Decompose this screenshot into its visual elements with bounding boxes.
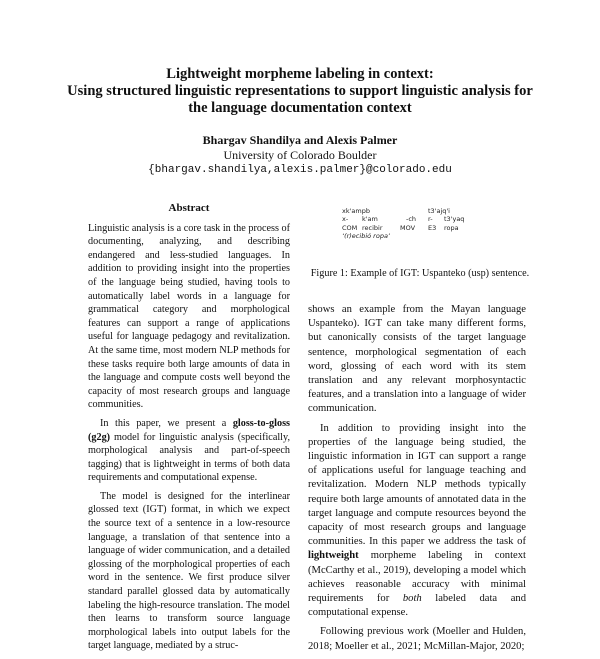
igt-gloss-4: E3	[428, 223, 437, 232]
abstract-paragraph-2	[88, 417, 290, 485]
paper-title	[40, 66, 560, 117]
igt-morph-3: -ch	[406, 215, 417, 224]
author-block	[60, 133, 540, 178]
igt-gloss-1: COM	[342, 223, 358, 232]
igt-row-words	[340, 207, 490, 215]
body-paragraph-1: shows an example from the Mayan language Uspanteko). IGT can take many different forms, but canonically consists of the target language sentence, morphological segmentation of each word, glossing of each word with its stem translation and any relevant morphosyntactic features, and a translation into a language of wider communication.	[308, 304, 526, 415]
author-names: Bhargav Shandilya and Alexis Palmer	[202, 133, 398, 147]
igt-morph-4: r-	[428, 215, 433, 224]
abstract-heading: Abstract	[168, 202, 210, 214]
igt-word-1: xk'ampb	[342, 207, 370, 215]
author-email: {bhargav.shandilya,alexis.palmer}@colorado.edu	[148, 164, 452, 176]
body-p2-mid: morpheme labeling in context (McCarthy et al., 2019), developing a model which achieves reasonable accuracy with minimal requirements for	[308, 550, 526, 605]
abstract-paragraph-3: The model is designed for the interlinear glossed text (IGT) format, in which we expect the source text of a sentence in a low-resource language, a translation of that sentence into a language of wider communication, and a detailed glossing of the morphological properties of each word in the sentence. We first produce silver standard parallel glossed data by automatically labeling the high-resource translation. The model then learns to transform source language morphological labels into output labels for the target language, mediated by a struc-	[88, 490, 290, 652]
igt-translation: ‘(r)ecibió ropa’	[342, 232, 390, 241]
igt-row-translation	[340, 232, 490, 240]
title-line-3: the language documentation context	[188, 100, 412, 116]
title-line-2: Using structured linguistic representations to support linguistic analysis for	[67, 83, 533, 99]
body-p2-pre: In addition to providing insight into the properties of the language being studied, the linguistic information in IGT can support a range of applications useful for language teaching and revitalization. Modern NLP methods typically require both large amounts of annotated data in the target language and compute resources beyond the capacity of most research groups and language communities. In this paper we address the task of	[308, 422, 526, 548]
body-p2-italic: both	[402, 593, 422, 605]
abstract-paragraph-1: Linguistic analysis is a core task in the process of documenting, analyzing, and describing endangered and less-studied languages. In addition to providing insight into the properties of the language being studied, having tools to automatically label words in a language for grammatical category and morphological features can support a range of applications useful for language pedagogy and revitalization. At the same time, most modern NLP methods for these tasks require both large amounts of data in the language and compute costs well beyond the capacity of most research groups and language communities.	[88, 222, 290, 411]
igt-gloss-3: MOV	[400, 223, 416, 232]
igt-gloss-5: ropa	[444, 223, 459, 232]
igt-morph-2: k'am	[362, 215, 378, 224]
igt-gloss-2: recibir	[362, 223, 383, 232]
igt-morph-5: t3'yaq	[444, 215, 465, 224]
affiliation: University of Colorado Boulder	[223, 148, 377, 162]
body-p2-post: labeled data and computational expense.	[308, 593, 526, 619]
title-line-1: Lightweight morpheme labeling in context:	[166, 66, 434, 82]
body-paragraph-3: Following previous work (Moeller and Hulden, 2018; Moeller et al., 2021; McMillan-Major, 2020;	[308, 626, 526, 652]
igt-row-glosses	[340, 224, 490, 232]
figure-caption: Figure 1: Example of IGT: Uspanteko (usp) sentence.	[310, 268, 530, 279]
abstract-p2-pre: In this paper, we present a	[100, 417, 233, 429]
left-column	[88, 202, 290, 658]
right-column	[308, 303, 526, 659]
igt-morph-1: x-	[342, 215, 349, 224]
abstract-p2-post: model for linguistic analysis (specifically, morphological analysis and part-of-speech tagging) that is lightweight in terms of both data requirements and computational expense.	[88, 431, 290, 484]
igt-row-morphemes	[340, 215, 490, 223]
abstract-p2-bold: gloss-to-gloss (g2g)	[88, 417, 290, 443]
body-p2-bold: lightweight	[308, 550, 359, 562]
body-paragraph-2	[308, 422, 526, 621]
igt-figure	[340, 207, 490, 259]
igt-word-2: t3'ajq'i	[428, 207, 450, 215]
